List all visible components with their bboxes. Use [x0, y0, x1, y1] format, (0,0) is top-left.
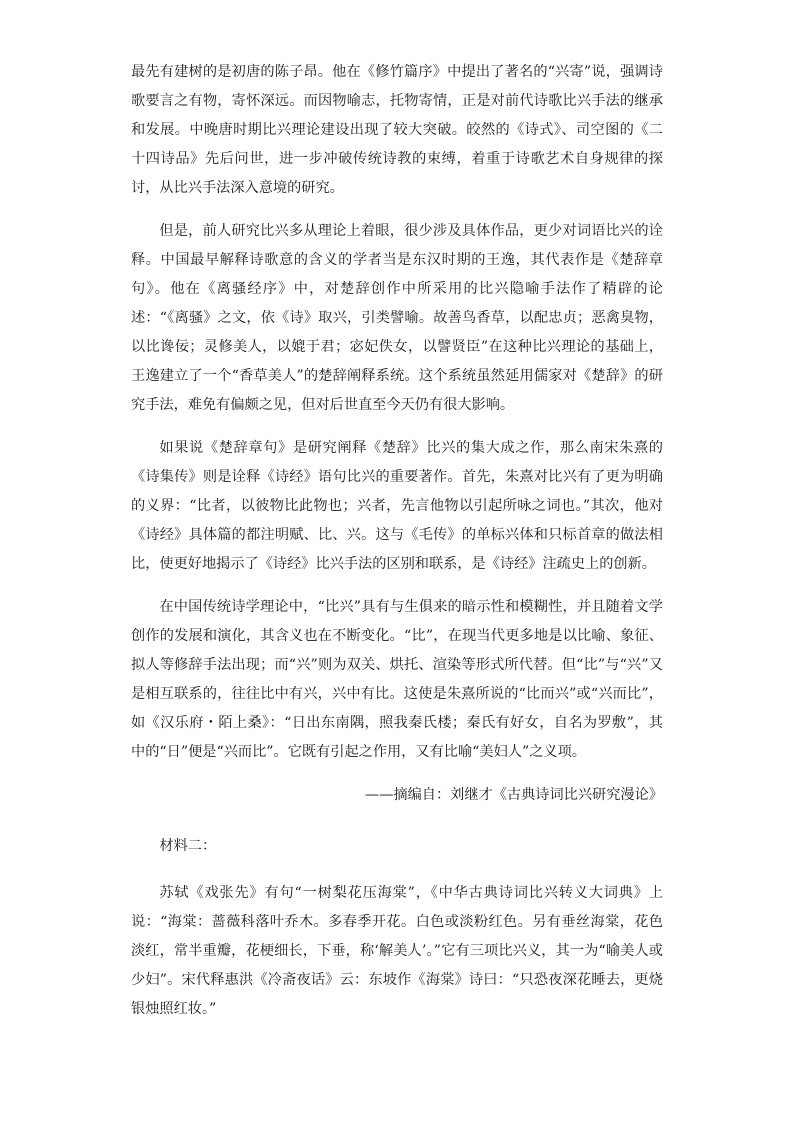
paragraph-2: 但是，前人研究比兴多从理论上着眼，很少涉及具体作品，更少对词语比兴的诠释。中国最早解释诗歌意的含义的学者当是东汉时期的王逸，其代表作是《楚辞章句》。他在《离骚经序》中，对楚辞创作中所采用的比兴隐喻手法作了精辟的论述：“《离骚》之文，依《诗》取兴，引类譬喻。故善鸟香草，以配忠贞；恶禽臭物，以比谗佞；灵修美人，以媲于君；宓妃佚女，以譬贤臣”在这种比兴理论的基础上，王逸建立了一个“香草美人”的楚辞阐释系统。这个系统虽然延用儒家对《楚辞》的研究手法，难免有偏颇之见，但对后世直至今天仍有很大影响。	[131, 223, 663, 413]
source-attribution: ——摘编自：刘继才《古典诗词比兴研究漫论》	[365, 787, 663, 803]
material-two-paragraph: 苏轼《戏张先》有句“一树梨花压海棠”，《中华古典诗词比兴转义大词典》上说：“海棠：蔷薇科落叶乔木。多春季开花。白色或淡粉红色。另有垂丝海棠，花色淡红，常半重瓣，花梗细长，下垂，称‘解美人’。”它有三项比兴义，其一为“喻美人或少妇”。宋代释惠洪《冷斋夜话》云：东坡作《海棠》诗曰：“只恐夜深花睡去，更烧银烛照红妆。”	[131, 885, 663, 1017]
paragraph-4: 在中国传统诗学理论中，“比兴”具有与生俱来的暗示性和模糊性，并且随着文学创作的发展和演化，其含义也在不断变化。“比”，在现当代更多地是以比喻、象征、拟人等修辞手法出现；而“兴”则为双关、烘托、渲染等形式所代替。但“比”与“兴”又是相互联系的，往往比中有兴，兴中有比。这使是朱熹所说的“比而兴”或“兴而比”，如《汉乐府・陌上桑》：“日出东南隅，照我秦氏楼；秦氏有好女，自名为罗敷”，其中的“日”便是“兴而比”。它既有引起之作用，又有比喻“美妇人”之义项。	[131, 599, 663, 760]
paragraph-1: 最先有建树的是初唐的陈子昂。他在《修竹篇序》中提出了著名的“兴寄”说，强调诗歌要言之有物，寄怀深远。而因物喻志，托物寄情，正是对前代诗歌比兴手法的继承和发展。中晚唐时期比兴理论建设出现了较大突破。皎然的《诗式》、司空图的《二十四诗品》先后问世，进一步冲破传统诗教的束缚，着重于诗歌艺术自身规律的探讨，从比兴手法深入意境的研究。	[131, 64, 663, 196]
material-two-label: 材料二：	[159, 838, 217, 854]
paragraph-3: 如果说《楚辞章句》是研究阐释《楚辞》比兴的集大成之作，那么南宋朱熹的《诗集传》则是诠释《诗经》语句比兴的重要著作。首先，朱熹对比兴有了更为明确的义界：“比者，以彼物比此物也；兴者，先言他物以引起所咏之词也。”其次，他对《诗经》具体篇的都注明赋、比、兴。这与《毛传》的单标兴体和只标首章的做法相比，使更好地揭示了《诗经》比兴手法的区别和联系，是《诗经》注疏史上的创新。	[131, 440, 663, 572]
document-page	[131, 58, 663, 1038]
